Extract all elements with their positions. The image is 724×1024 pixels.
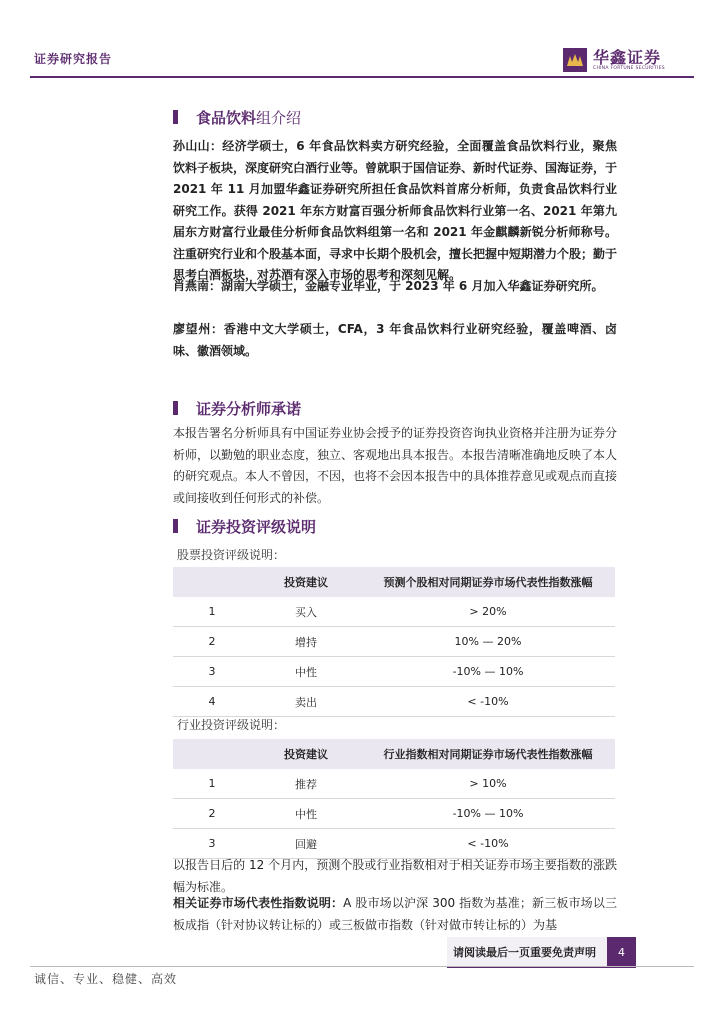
section-marker	[173, 519, 178, 533]
table-cell: 中性	[251, 657, 361, 687]
section-marker	[173, 401, 178, 415]
table-header-row	[173, 739, 615, 769]
table-cell: 1	[173, 597, 251, 627]
commitment-text: 本报告署名分析师具有中国证券业协会授予的证券投资咨询执业资格并注册为证券分析师，以勤勉的职业态度，独立、客观地出具本报告。本报告清晰准确地反映了本人的研究观点。本人不曾因，不因，也将不会因本报告中的具体推荐意见或观点而直接或间接收到任何形式的补偿。	[173, 426, 618, 505]
table-cell: 4	[173, 687, 251, 717]
table-cell: 3	[173, 829, 251, 859]
table-cell: 增持	[251, 627, 361, 657]
table-cell: -10% — 10%	[361, 799, 615, 829]
section-marker	[173, 110, 178, 124]
page-number: 4	[607, 937, 636, 968]
table-cell: > 10%	[361, 769, 615, 799]
table-header-cell: 行业指数相对同期证券市场代表性指数涨幅	[361, 739, 615, 769]
table-cell: < -10%	[361, 829, 615, 859]
stock-rating-label: 股票投资评级说明：	[177, 548, 286, 562]
logo-mark-icon	[563, 48, 587, 72]
company-slogan: 诚信、专业、稳健、高效	[34, 972, 178, 986]
table-header-cell: 投资建议	[251, 567, 361, 597]
table-cell: 买入	[251, 597, 361, 627]
table-cell: -10% — 10%	[361, 657, 615, 687]
table-cell: 1	[173, 769, 251, 799]
table-cell: 推荐	[251, 769, 361, 799]
stock-rating-table	[173, 567, 615, 717]
table-row	[173, 687, 615, 717]
table-header-cell: 预测个股相对同期证券市场代表性指数涨幅	[361, 567, 615, 597]
table-cell: > 20%	[361, 597, 615, 627]
table-row	[173, 597, 615, 627]
table-cell: < -10%	[361, 687, 615, 717]
disclaimer-note: 请阅读最后一页重要免责声明	[453, 946, 596, 959]
table-row	[173, 829, 615, 859]
table-cell: 3	[173, 657, 251, 687]
table-cell: 卖出	[251, 687, 361, 717]
table-header-cell	[173, 739, 251, 769]
team-section-title: 食品饮料组介绍	[196, 109, 302, 127]
member-bio-3: 廖望州：香港中文大学硕士，CFA，3 年食品饮料行业研究经验，覆盖啤酒、卤味、徽酒领域。	[173, 322, 617, 358]
member-bio-2: 肖燕南：湖南大学硕士，金融专业毕业，于 2023 年 6 月加入华鑫证券研究所。	[173, 279, 604, 293]
logo-chinese-name: 华鑫证券	[593, 48, 662, 67]
table-header-cell	[173, 567, 251, 597]
table-cell: 2	[173, 799, 251, 829]
table-cell: 2	[173, 627, 251, 657]
table-cell: 10% — 20%	[361, 627, 615, 657]
footer-divider	[30, 966, 694, 967]
rating-note: 以报告日后的 12 个月内，预测个股或行业指数相对于相关证券市场主要指数的涨跌幅为标准。	[173, 858, 617, 894]
table-row	[173, 627, 615, 657]
header-divider	[30, 76, 694, 78]
member-bio-1: 孙山山：经济学硕士，6 年食品饮料卖方研究经验，全面覆盖食品饮料行业，聚焦饮料子板块，深度研究白酒行业等。曾就职于国信证券、新时代证券、国海证券，于 2021 年 11 月加盟华鑫证券研究所担任食品饮料首席分析师，负责食品饮料行业研究工作。获得 2021 年东方财富百强分析师食品饮料行业第一名、2021 年第九届东方财富行业最佳分析师食品饮料组第一名和 2021 年金麒麟新锐分析师称号。注重研究行业和个股基本面，寻求中长期个股机会，擅长把握中短期潜力个股；勤于思考白酒板块，对苏酒有深入市场的思考和深刻见解。	[173, 139, 618, 282]
commitment-section-title: 证券分析师承诺	[196, 400, 302, 418]
table-header-cell: 投资建议	[251, 739, 361, 769]
table-header-row	[173, 567, 615, 597]
logo-english-name: CHINA FORTUNE SECURITIES	[593, 66, 665, 71]
rating-section-title: 证券投资评级说明	[196, 518, 317, 536]
table-row	[173, 769, 615, 799]
index-description: 相关证券市场代表性指数说明：A 股市场以沪深 300 指数为基准；新三板市场以三板成指（针对协议转让标的）或三板做市指数（针对做市转让标的）为基	[173, 896, 617, 932]
industry-rating-table	[173, 739, 615, 859]
table-cell: 回避	[251, 829, 361, 859]
table-cell: 中性	[251, 799, 361, 829]
table-row	[173, 799, 615, 829]
table-row	[173, 657, 615, 687]
company-logo	[563, 44, 693, 76]
report-type-label: 证券研究报告	[34, 52, 113, 66]
industry-rating-label: 行业投资评级说明：	[177, 718, 286, 732]
